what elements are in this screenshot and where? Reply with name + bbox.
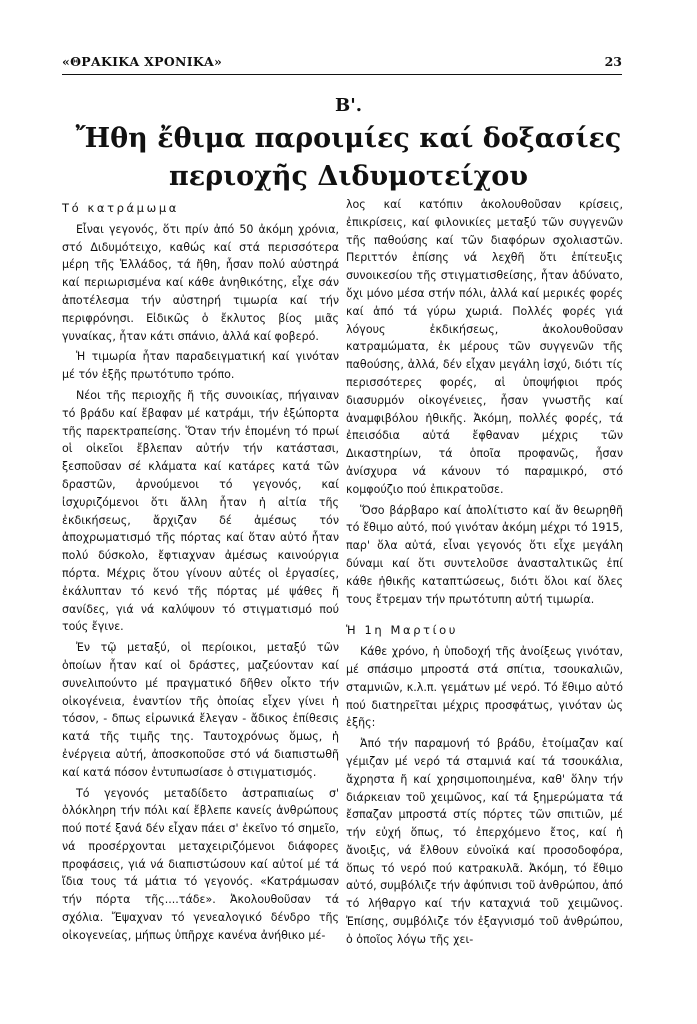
paragraph: Ἡ τιμωρία ἦταν παραδειγματική καί γινόταν μέ τόν ἑξῆς πρωτότυπο τρόπο.: [62, 350, 339, 382]
running-header: [62, 48, 622, 75]
paragraph: Κάθε χρόνο, ἡ ὑποδοχή τῆς ἀνοίξεως γινόταν, μέ σπάσιμο μπροστά στά σπίτια, τσουκαλιῶν, σταμνιῶν, κ.λ.π. γεμάτων μέ νερό. Τό ἔθιμο αὐτό πού διατηρεῖται μέχρις προσφάτως, γινόταν ὡς ἑξῆς:: [346, 645, 623, 730]
page-number: 23: [604, 54, 622, 69]
paragraph: Τό γεγονός μεταδίδετο ἀστραπιαίως σ' ὁλόκληρη τήν πόλι καί ἔβλεπε κανείς ἀνθρώπους πού ποτέ ξανά δέν εἶχαν πάει σ' ἐκεῖνο τό σημεῖο, νά προσέρχονται μεταχειριζόμενοι διάφορες προφάσεις, γιά νά διαπιστώσουν καί αὐτοί μέ τά ἴδια τους τά μάτια τό γεγονός. «Κατράμωσαν τήν πόρτα τῆς....τάδε». Ἀκολουθοῦσαν τά σχόλια. Ἔψαχναν τό γενεαλογικό δένδρο τῆς οἰκογενείας, μήπως ὑπῆρχε κανένα ἀνήθικο μέ-: [62, 786, 339, 942]
paragraph: Νέοι τῆς περιοχῆς ἤ τῆς συνοικίας, πήγαιναν τό βράδυ καί ἔβαφαν μέ κατράμι, τήν ἐξώπορτα τῆς παρεκτραπείσης. Ὅταν τήν ἑπομένη τό πρωί οἱ οἰκεῖοι ἔβλεπαν αὐτήν τήν κατάστασι, ξεσποῦσαν σέ κλάματα καί κατάρες κατά τῶν δραστῶν, ἀρνούμενοι τό γεγονός, καί ἰσχυριζόμενοι ὅτι ἄλλη ἦταν ἡ αἰτία τῆς ἐκδικήσεως, ἄρχιζαν δέ ἀμέσως τόν ἀποχρωματισμό τῆς πόρτας καί ὅταν αὐτό ἦταν πολύ δύσκολο, ἔφτιαχναν ἀμέσως καινούργια πόρτα. Μέχρις ὅτου γίνουν αὐτές οἱ ἐργασίες, ἐκάλυπταν τό κενό τῆς πόρτας μέ ψάθες ἤ σανίδες, γιά νά καλύψουν τό στιγματισμό πού τούς ἔγινε.: [62, 388, 339, 634]
title-line-1: Ἤθη ἔθιμα παροιμίες καί δοξασίες: [75, 123, 622, 154]
right-column: [346, 196, 623, 952]
paragraph: Ἐν τῷ μεταξύ, οἱ περίοικοι, μεταξύ τῶν ὁποίων ἦταν καί οἱ δράστες, μαζεύονταν καί συνελιπούντο μέ πραγματικό δῆθεν οἶκτο τήν οἰκογένεια, ἐναντίον τῆς ὁποίας εἶχεν γίνει ἡ τόσον, - δπως εἰρωνικά ἔλεγαν - ἄδικος ἐπίθεσις κατά τῆς τιμῆς της. Ταυτοχρόνως ὅμως, ἡ ἐνέργεια αὐτή, ἀποσκοποῦσε στό νά διαπιστωθῆ καί κατά πόσον ἐντυπωσίασε ὁ στιγματισμός.: [62, 641, 339, 779]
article-title: [60, 120, 637, 196]
journal-title: «ΘΡΑΚΙΚΑ ΧΡΟΝΙΚΑ»: [62, 54, 223, 69]
paragraph: Ἀπό τήν παραμονή τό βράδυ, ἑτοίμαζαν καί γέμιζαν μέ νερό τά σταμνιά καί τά τσουκάλια, ἄχρηστα ἤ καί χρησιμοποιημένα, καθ' ὅλην τήν διάρκειαν τοῦ χειμῶνος, καί τά ξημερώματα τά ἔσπαζαν μπροστά στίς πόρτες τῶν σπιτιῶν, μέ τήν εὐχή ὅπως, τό ἐπερχόμενο ἔτος, καί ἡ ἄνοιξις, νά ἔλθουν εὐνοϊκά καί προσοδοφόρα, ὅπως τό νερό πού κατρακυλᾶ. Ἀκόμη, τό ἔθιμο αὐτό, συμβόλιζε τήν ἀφύπνισι τοῦ ἀνθρώπου, ἀπό τό λήθαργο καί τήν καταχνιά τοῦ χειμῶνος. Ἐπίσης, συμβόλιζε τόν ἐξαγνισμό τοῦ ἀνθρώπου, ὁ ὁποῖος λόγω τῆς χει-: [346, 737, 623, 946]
paragraph: λος καί κατόπιν ἀκολουθοῦσαν κρίσεις, ἐπικρίσεις, καί φιλονικίες μεταξύ τῶν συγγενῶν τῆς παθούσης καί τῶν διαφόρων σχολιαστῶν. Περιττόν ἐπίσης νά λεχθῆ ὅτι ἐπίτευξις συνοικεσίου τῆς στιγματισθείσης, ἦταν ἀδύνατο, ὄχι μόνο μέσα στήν πόλι, ἀλλά καί μερικές φορές καί ἀπό τά γύρω χωριά. Πολλές φορές γιά λόγους ἐκδικήσεως, ἀκολουθοῦσαν κατραμώματα, ἐκ μέρους τῶν συγγενῶν τῆς παθούσης, ἀλλά, δέν εἶχαν μεγάλη ἰσχύ, διότι τίς περισσότερες φορές, αἱ ὑποψήφιοι πρός διασυρμόν οἰκογένειες, ἦσαν γνωστῆς καί ἀναμφιβόλου ἠθικῆς. Ἀκόμη, πολλές φορές, τά ἐπεισόδια αὐτά ἔφθαναν μέχρις τῶν Δικαστηρίων, τά ὁποῖα προφανῶς, ἦσαν ἀνίσχυρα νά κάνουν τό παραμικρό, στό κομφούζιο πού ἐπικρατοῦσε.: [346, 198, 623, 496]
subheading-first-of-march: Ἡ 1η Μαρτίου: [346, 623, 459, 638]
section-number: Β'.: [335, 95, 362, 116]
paragraph: Ὅσο βάρβαρο καί ἀπολίτιστο καί ἄν θεωρηθῆ τό ἔθιμο αὐτό, πού γινόταν ἀκόμη μέχρι τό 1915, παρ' ὅλα αὐτά, εἶναι γεγονός ὅτι εἶχε μεγάλη δύναμι καί ὅτι συντελοῦσε ἀνασταλτικῶς ἐπί κάθε ἠθικῆς καταπτώσεως, διότι ὅλοι καί ὅλες τους ἔτρεμαν τήν πρωτότυπη αὐτή τιμωρία.: [346, 503, 623, 606]
left-column: [62, 196, 339, 948]
paragraph: Εἶναι γεγονός, ὅτι πρίν ἀπό 50 ἀκόμη χρόνια, στό Διδυμότειχο, καθώς καί στά περισσότερα μέρη τῆς Ἑλλάδος, τά ἤθη, ἦσαν πολύ αὐστηρά καί περιωρισμένα καί κάθε ἀνηθικότης, εἶχε σάν ἀποτέλεσμα τήν αὐστηρή τιμωρία καί τήν περιφρόνησι. Εἰδικῶς ὁ ἔκλυτος βίος μιᾶς γυναίκας, ἦταν κάτι σπάνιο, ἀλλά καί φοβερό.: [62, 222, 339, 343]
title-line-2: περιοχῆς Διδυμοτείχου: [168, 161, 529, 192]
subheading-katramoma: Τό κατράμωμα: [62, 201, 179, 215]
